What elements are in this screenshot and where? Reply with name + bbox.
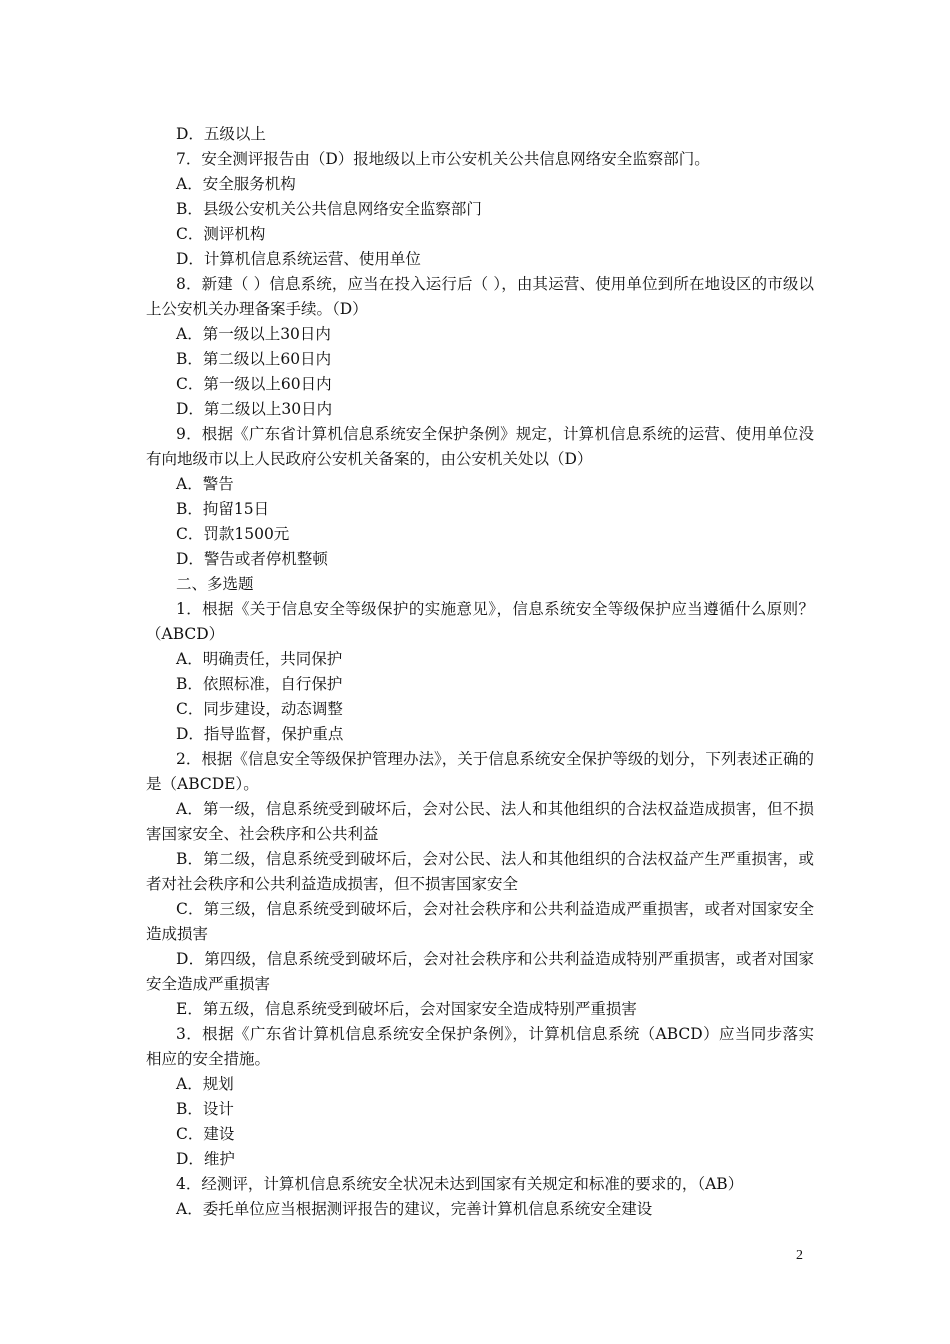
text-line: 7．安全测评报告由（D）报地级以上市公安机关公共信息网络安全监察部门。	[176, 150, 710, 168]
text-line: C．同步建设，动态调整	[176, 700, 343, 718]
paragraph: 3．根据《广东省计算机信息系统安全保护条例》，计算机信息系统（ABCD）应当同步落实相应的安全措施。	[146, 1025, 814, 1068]
paragraph: 8．新建（ ）信息系统，应当在投入运行后（ ），由其运营、使用单位到所在地设区的市级以上公安机关办理备案手续。（D）	[146, 275, 814, 318]
text-line: B．县级公安机关公共信息网络安全监察部门	[176, 200, 482, 218]
paragraph: D．第四级，信息系统受到破坏后，会对社会秩序和公共利益造成特别严重损害，或者对国家安全造成严重损害	[146, 950, 814, 993]
text-line: A．第一级以上30日内	[176, 325, 331, 343]
text-line: A．安全服务机构	[176, 175, 296, 193]
text-line: E．第五级，信息系统受到破坏后，会对国家安全造成特别严重损害	[176, 1000, 637, 1018]
text-line: D．第二级以上30日内	[176, 400, 333, 418]
paragraph: B．第二级，信息系统受到破坏后，会对公民、法人和其他组织的合法权益产生严重损害，或者对社会秩序和公共利益造成损害，但不损害国家安全	[146, 850, 814, 893]
paragraph: 1．根据《关于信息安全等级保护的实施意见》，信息系统安全等级保护应当遵循什么原则？（ABCD）	[146, 600, 814, 643]
text-line: B．依照标准，自行保护	[176, 675, 343, 693]
paragraph: 9．根据《广东省计算机信息系统安全保护条例》规定，计算机信息系统的运营、使用单位没有向地级市以上人民政府公安机关备案的，由公安机关处以（D）	[146, 425, 814, 468]
text-line: D．指导监督，保护重点	[176, 725, 344, 743]
text-line: A．委托单位应当根据测评报告的建议，完善计算机信息系统安全建设	[176, 1200, 653, 1218]
text-line: B．第二级以上60日内	[176, 350, 332, 368]
text-line: C．第一级以上60日内	[176, 375, 332, 393]
text-line: B．拘留15日	[176, 500, 270, 518]
page-number: 2	[796, 1248, 803, 1263]
text-line: D．计算机信息系统运营、使用单位	[176, 250, 421, 268]
text-line: A．警告	[176, 475, 234, 493]
text-line: C．建设	[176, 1125, 235, 1143]
text-line: D．维护	[176, 1150, 235, 1168]
text-line: 4．经测评，计算机信息系统安全状况未达到国家有关规定和标准的要求的，（AB）	[176, 1175, 744, 1193]
paragraph: C．第三级，信息系统受到破坏后，会对社会秩序和公共利益造成严重损害，或者对国家安全造成损害	[146, 900, 814, 943]
text-line: 二、多选题	[176, 575, 254, 593]
paragraph: A．第一级，信息系统受到破坏后，会对公民、法人和其他组织的合法权益造成损害，但不损害国家安全、社会秩序和公共利益	[146, 800, 814, 843]
text-line: B．设计	[176, 1100, 234, 1118]
paragraph: 2．根据《信息安全等级保护管理办法》，关于信息系统安全保护等级的划分，下列表述正确的是（ABCDE）。	[146, 750, 814, 793]
text-line: D．警告或者停机整顿	[176, 550, 328, 568]
text-line: C．测评机构	[176, 225, 266, 243]
document-body	[146, 122, 814, 1222]
text-line: A．规划	[176, 1075, 234, 1093]
text-line: A．明确责任，共同保护	[176, 650, 343, 668]
text-line: C．罚款1500元	[176, 525, 290, 543]
text-line: D．五级以上	[176, 125, 266, 143]
